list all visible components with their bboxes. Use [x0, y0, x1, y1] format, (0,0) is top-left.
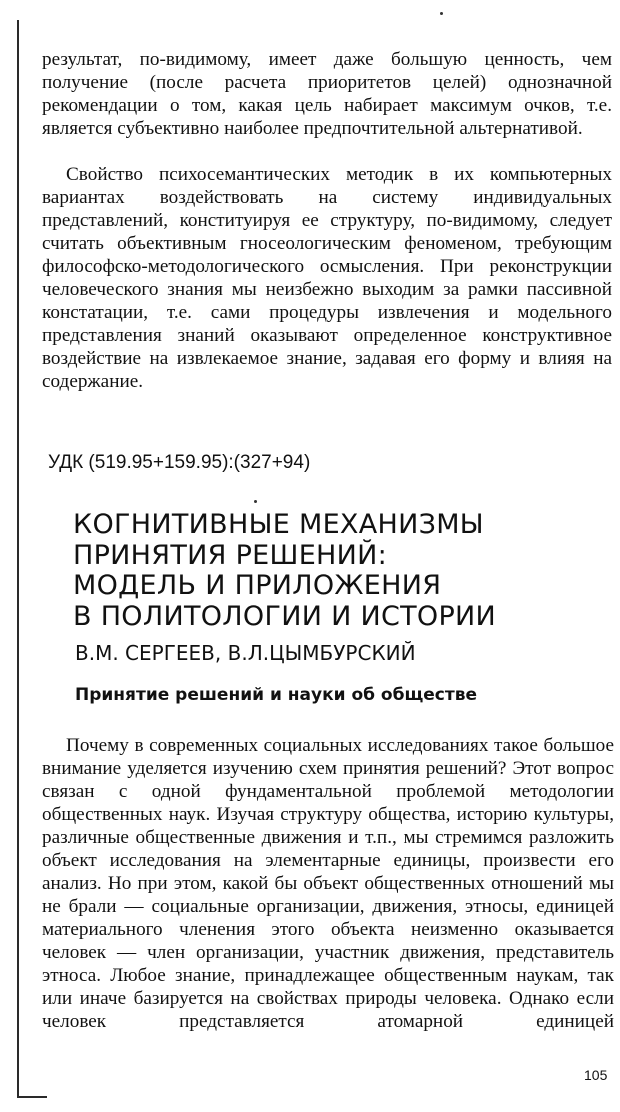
page-left-rule [17, 20, 19, 1098]
article-title-line: В ПОЛИТОЛОГИИ И ИСТОРИИ [73, 600, 497, 632]
paragraph-continuation: результат, по-видимому, имеет даже большую ценность, чем получение (после расчета приоритетов целей) однозначной рекомендации о том, какая цель набирает максимум очков, т.е. является субъективно наиболее предпочтительной альтернативой. [42, 49, 612, 139]
page-number: 105 [584, 1067, 608, 1083]
article-authors: В.М. СЕРГЕЕВ, В.Л.ЦЫМБУРСКИЙ [75, 641, 416, 665]
udk-code: УДК (519.95+159.95):(327+94) [48, 452, 311, 473]
article-title-line: МОДЕЛЬ И ПРИЛОЖЕНИЯ [73, 570, 442, 601]
article-title [73, 510, 496, 632]
article-title-line: ПРИНЯТИЯ РЕШЕНИЙ: [73, 539, 388, 571]
page-bottom-rule [17, 1096, 47, 1098]
section-heading: Принятие решений и науки об обществе [75, 685, 478, 705]
print-speck [440, 12, 443, 15]
article-body-paragraph: Почему в современных социальных исследованиях такое большое внимание уделяется изучению схем принятия решений? Этот вопрос связан с одной фундаментальной проблемой методологии общественных наук. Изучая структуру общества, историю культуры, различные общественные движения и т.п., мы стремимся разложить объект исследования на элементарные единицы, произвести его анализ. Но при этом, какой бы объект общественных отношений мы не брали — социальные организации, движения, этносы, единицей материального членения этого объекта неизменно оказывается человек — член организации, участник движения, представитель этноса. Любое знание, принадлежащее общественным наукам, так или иначе базируется на свойствах природы человека. Однако если человек представляется атомарной единицей [42, 735, 614, 1032]
paragraph-psychosemantic: Свойство психосемантических методик в их компьютерных вариантах воздействовать на систему индивидуальных представлений, конституируя ее структуру, по-видимому, следует считать объективным гносеологическим феноменом, требующим философско-методологического осмысления. При реконструкции человеческого знания мы неизбежно выходим за рамки пассивной констатации, т.е. сами процедуры извлечения и модельного представления знаний оказывают определенное конструктивное воздействие на извлекаемое знание, задавая его форму и влияя на содержание. [42, 164, 612, 392]
article-title-line: КОГНИТИВНЫЕ МЕХАНИЗМЫ [73, 509, 484, 540]
print-speck [254, 500, 257, 503]
